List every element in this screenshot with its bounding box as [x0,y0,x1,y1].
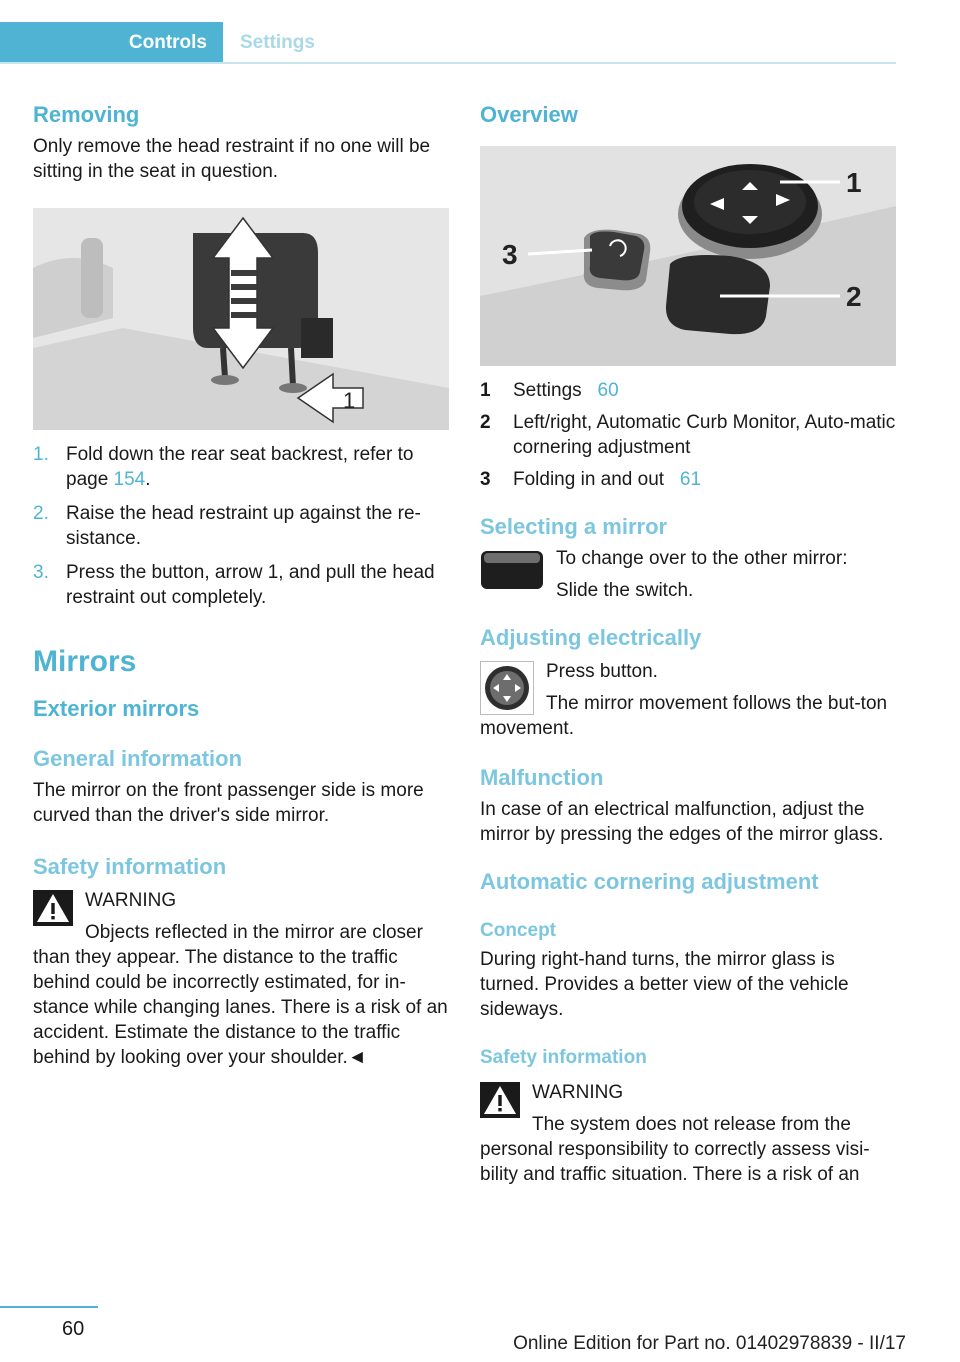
legend-number: 1 [480,380,491,401]
safety-information-heading: Safety information [33,854,227,879]
tab-settings[interactable]: Settings [240,32,315,53]
adjusting-line2: The mirror movement follows the but‐ton movement. [480,693,888,739]
step-text: Fold down the rear seat backrest, refer to page [66,444,414,490]
concept-heading: Concept [480,920,556,941]
warning-block-right [480,1080,896,1187]
step-number: 1. [33,444,49,465]
mirrors-heading: Mirrors [33,645,137,678]
page-link[interactable]: 154 [113,469,146,490]
figure-label-1: 1 [846,167,862,198]
selecting-mirror-heading: Selecting a mirror [480,514,668,539]
warning-triangle-icon [480,1082,520,1118]
legend-text: Folding in and out [513,469,665,490]
list-item [33,442,449,492]
legend-text: Left/right, Automatic Curb Monitor, Auto‐matic cornering adjustment [513,412,896,458]
malfunction-heading: Malfunction [480,765,604,790]
exterior-mirrors-heading: Exterior mirrors [33,696,200,721]
section-tabbar [0,22,896,64]
mirror-controls-figure [480,146,896,366]
warning-label: WARNING [532,1082,624,1103]
left-column [33,100,449,1070]
page-link[interactable]: 61 [679,469,702,490]
list-item [480,410,896,460]
safety-information-heading-right: Safety information [480,1047,647,1068]
adjusting-electrically-heading: Adjusting electrically [480,625,702,650]
selecting-line2: Slide the switch. [556,580,694,601]
warning-label: WARNING [85,890,177,911]
warning-block [33,888,449,1070]
footer-rule [0,1306,98,1308]
right-column [480,100,896,1187]
figure-callout-1: 1 [343,388,356,413]
step-number: 2. [33,503,49,524]
edition-text: Online Edition for Part no. 01402978839 - II/17 [513,1333,906,1354]
overview-heading: Overview [480,102,578,127]
mirror-switch-icon [480,548,544,592]
list-item [33,501,449,551]
selecting-block [480,546,896,603]
general-information-text: The mirror on the front passenger side is more curved than the driver's side mirror. [33,780,424,826]
adjusting-block [480,659,896,741]
list-item [480,378,896,403]
step-text: Raise the head restraint up against the re‐sistance. [66,503,421,549]
automatic-cornering-heading: Automatic cornering adjustment [480,869,819,894]
selecting-line1: To change over to the other mirror: [556,548,848,569]
figure-label-2: 2 [846,281,862,312]
malfunction-text: In case of an electrical malfunction, adjust the mirror by pressing the edges of the mirror glass. [480,799,884,845]
concept-text: During right-hand turns, the mirror glass is turned. Provides a better view of the vehicle sideways. [480,949,849,1020]
general-information-heading: General information [33,746,243,771]
step-text: Press the button, arrow 1, and pull the head restraint out completely. [66,562,435,608]
direction-pad-icon [480,661,534,715]
warning-triangle-icon [33,890,73,926]
warning-text: Objects reflected in the mirror are closer than they appear. The distance to the traffic behind could be incorrectly estimated, for in‐stance while changing lanes. There is a risk of an accident. Estimate the distance to the traffic behind by looking over your shoulder.◄ [33,922,448,1068]
legend-number: 3 [480,469,491,490]
removing-intro: Only remove the head restraint if no one will be sitting in the seat in question. [33,136,431,182]
head-restraint-figure [33,208,449,430]
legend-number: 2 [480,412,491,433]
page-link[interactable]: 60 [597,380,619,401]
removing-heading: Removing [33,102,140,127]
page-number: 60 [62,1318,85,1340]
figure-label-3: 3 [502,239,518,270]
tab-controls[interactable]: Controls [0,22,223,62]
removing-steps [33,442,449,610]
step-number: 3. [33,562,49,583]
adjusting-line1: Press button. [546,661,658,682]
list-item [33,560,449,610]
list-item [480,467,896,492]
legend-text: Settings [513,380,582,401]
step-after: . [145,469,151,490]
overview-legend [480,378,896,492]
warning-text: The system does not release from the personal responsibility to correctly assess visi‐bility and traffic situation. There is a risk of an [480,1114,870,1185]
